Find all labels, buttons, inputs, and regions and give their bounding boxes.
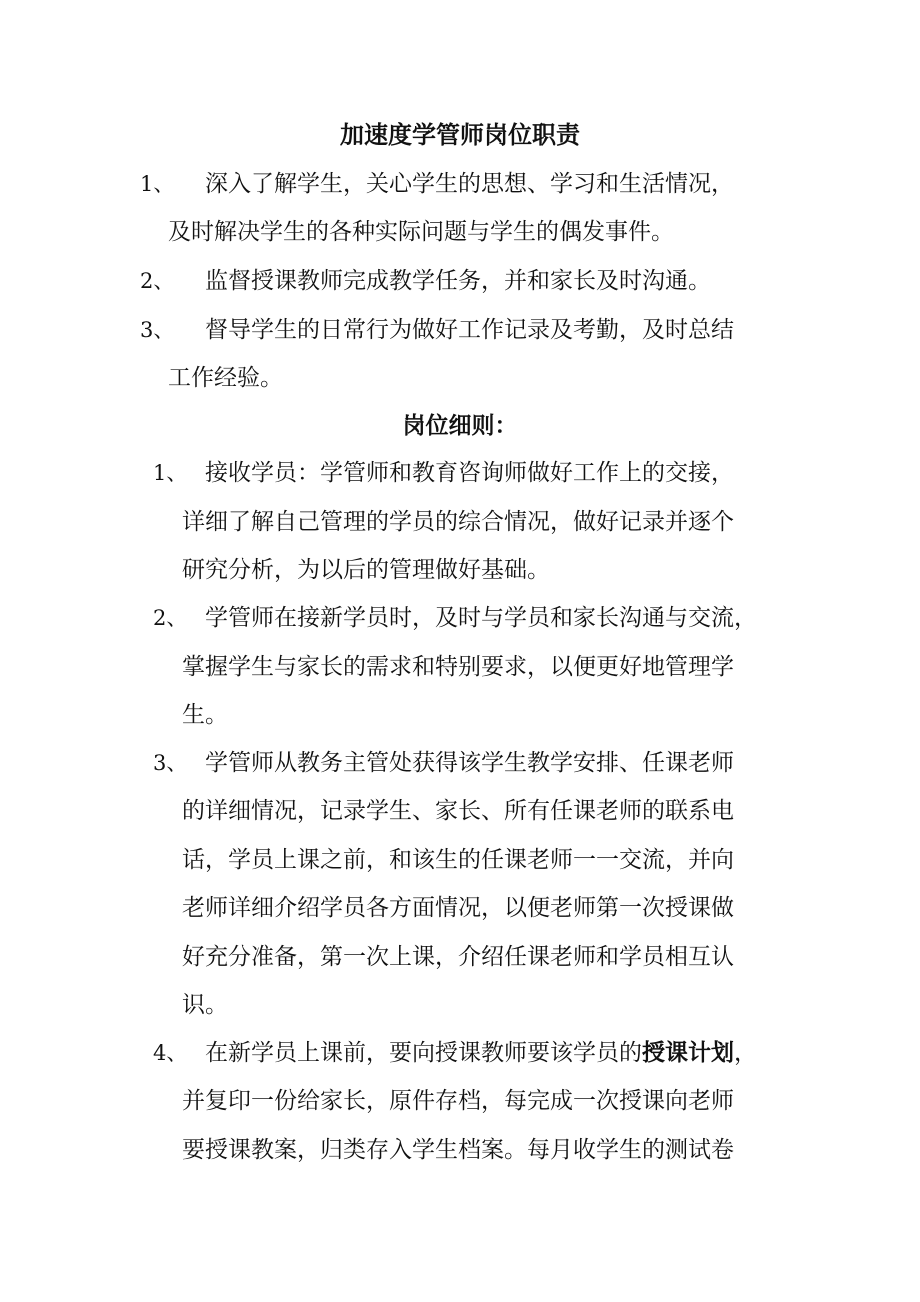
rule-number-2: 2、 <box>153 606 188 630</box>
duty-2-line-1: 监督授课教师完成教学任务，并和家长及时沟通。 <box>205 268 711 294</box>
rule-4-keyword: 授课计划 <box>642 1039 734 1066</box>
rule-3-line-2: 的详细情况，记录学生、家长、所有任课老师的联系电 <box>182 798 734 824</box>
rule-4-line-1-text: 在新学员上课前，要向授课教师要该学员的 <box>205 1040 642 1066</box>
duty-3-line-1: 督导学生的日常行为做好工作记录及考勤，及时总结 <box>205 317 734 343</box>
duty-1-line-2: 及时解决学生的各种实际问题与学生的偶发事件。 <box>168 219 674 245</box>
duty-1-line-1: 深入了解学生，关心学生的思想、学习和生活情况， <box>205 171 734 197</box>
rule-2-line-1: 学管师在接新学员时，及时与学员和家长沟通与交流， <box>205 605 757 631</box>
duty-3-line-2: 工作经验。 <box>168 365 283 391</box>
duty-number-3: 3、 <box>140 318 175 342</box>
duty-number-1: 1、 <box>140 172 175 196</box>
rule-2-line-3: 生。 <box>182 702 228 728</box>
section-subtitle: 岗位细则： <box>402 412 518 439</box>
rule-4-line-2: 并复印一份给家长，原件存档，每完成一次授课向老师 <box>182 1088 734 1114</box>
document-title: 加速度学管师岗位职责 <box>340 120 580 149</box>
rule-1-line-1: 接收学员：学管师和教育咨询师做好工作上的交接， <box>205 460 734 486</box>
rule-3-line-5: 好充分准备，第一次上课，介绍任课老师和学员相互认 <box>182 944 734 970</box>
rule-4-line-1 <box>205 1038 757 1068</box>
rule-1-line-3: 研究分析，为以后的管理做好基础。 <box>182 557 550 583</box>
rule-1-line-2: 详细了解自己管理的学员的综合情况，做好记录并逐个 <box>182 509 734 535</box>
rule-4-line-3: 要授课教案，归类存入学生档案。每月收学生的测试卷 <box>182 1137 734 1163</box>
rule-number-4: 4、 <box>153 1041 188 1065</box>
rule-3-line-4: 老师详细介绍学员各方面情况，以便老师第一次授课做 <box>182 895 734 921</box>
rule-number-3: 3、 <box>153 751 188 775</box>
rule-number-1: 1、 <box>153 461 188 485</box>
rule-2-line-2: 掌握学生与家长的需求和特别要求，以便更好地管理学 <box>182 654 734 680</box>
rule-3-line-1: 学管师从教务主管处获得该学生教学安排、任课老师 <box>205 750 734 776</box>
rule-4-line-1-end: ， <box>734 1040 757 1066</box>
rule-3-line-3: 话，学员上课之前，和该生的任课老师一一交流，并向 <box>182 847 734 873</box>
duty-number-2: 2、 <box>140 269 175 293</box>
rule-3-line-6: 识。 <box>182 992 228 1018</box>
